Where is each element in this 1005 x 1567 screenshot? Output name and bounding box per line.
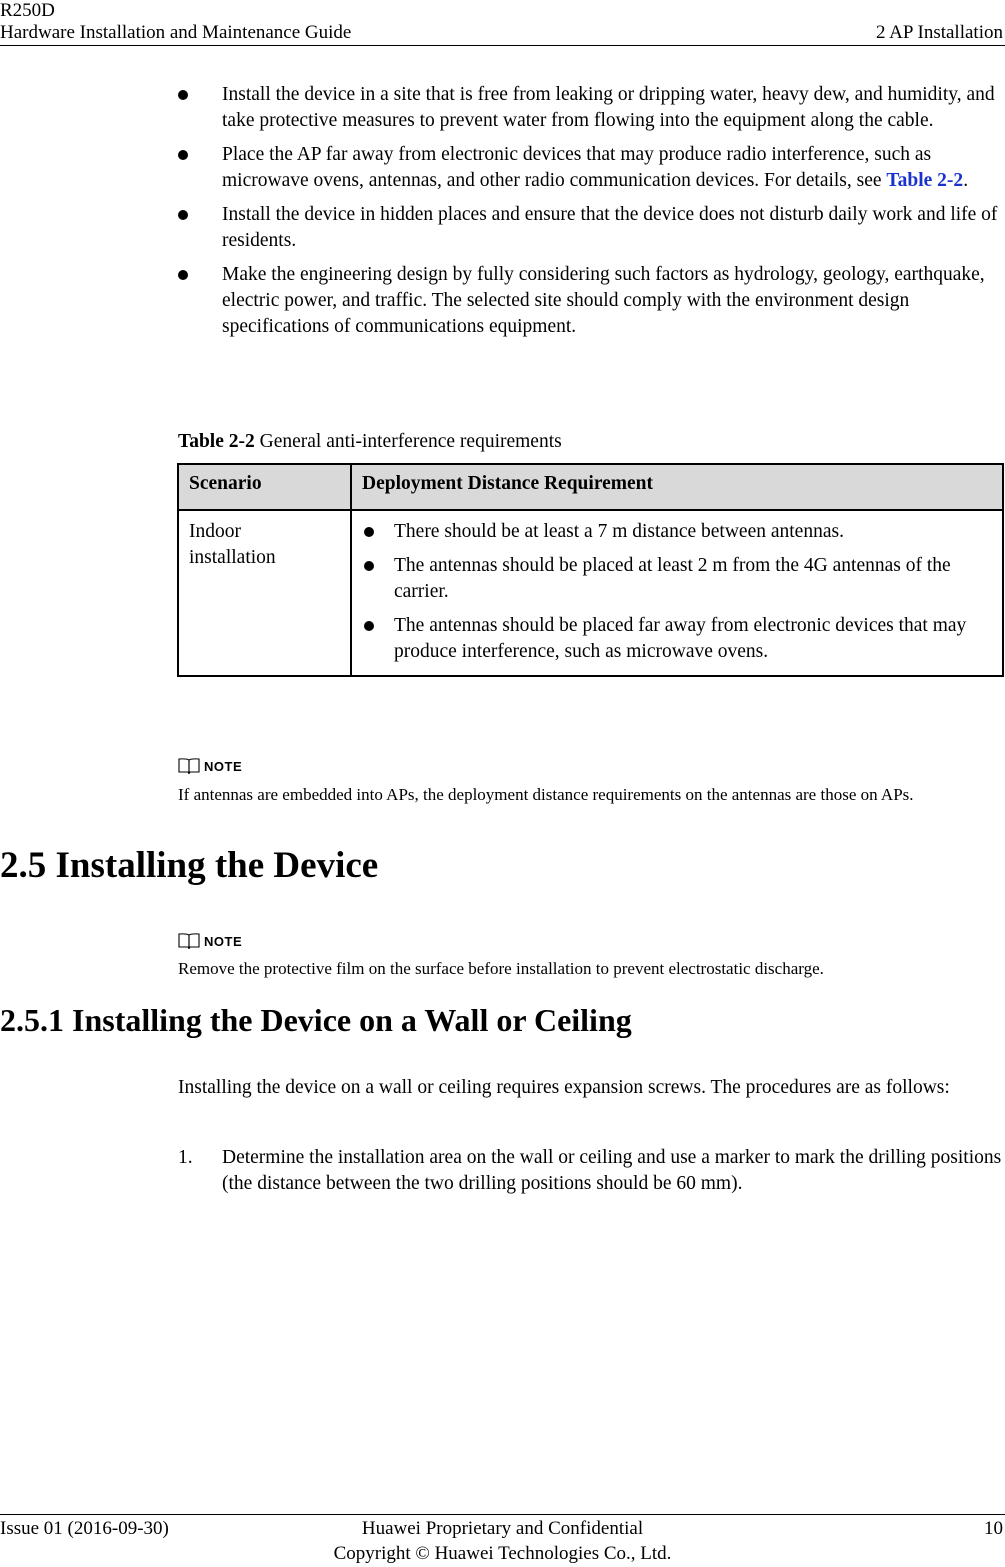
table-caption-text: General anti-interference requirements (259, 431, 562, 452)
list-item (362, 613, 992, 665)
anti-interference-table (177, 463, 1004, 677)
note-label (178, 757, 242, 775)
note-label-text: NOTE (204, 758, 243, 774)
bullet-icon (178, 150, 188, 160)
step-number: 1. (178, 1147, 193, 1168)
list-item (178, 142, 1005, 194)
requirement-text: The antennas should be placed at least 2 m from the 4G antennas of the carrier. (394, 555, 951, 602)
subsection-title: 2.5.1 Installing the Device on a Wall or Ceiling (0, 1002, 632, 1038)
bullet-text: Make the engineering design by fully considering such factors as hydrology, geology, earthquake, electric power, and traffic. The selected site should comply with the environment design specifications of communications equipment. (222, 264, 985, 337)
footer-issue: Issue 01 (2016-09-30) (0, 1518, 169, 1539)
list-item (178, 202, 1005, 254)
bullet-icon (364, 621, 374, 631)
note-text: Remove the protective film on the surface before installation to prevent electrostatic discharge. (178, 959, 824, 978)
note-book-icon (178, 932, 200, 950)
header-chapter: 2 AP Installation (875, 22, 1003, 43)
bullet-text: Install the device in a site that is free from leaking or dripping water, heavy dew, and humidity, and take protective measures to prevent water from flowing into the equipment along the cable. (222, 84, 995, 131)
bullet-icon (178, 210, 188, 220)
bullet-icon (364, 527, 374, 537)
list-item (178, 262, 1005, 340)
table-cell-scenario (178, 510, 351, 676)
list-item (362, 519, 992, 545)
site-requirements-list (178, 82, 1005, 348)
bullet-icon (364, 561, 374, 571)
header-guide-title: Hardware Installation and Maintenance Guide (0, 22, 352, 43)
table-caption (178, 429, 562, 455)
bullet-text: Install the device in hidden places and ensure that the device does not disturb daily work and life of residents. (222, 204, 998, 251)
table-header-row (178, 464, 1003, 510)
subsection-intro: Installing the device on a wall or ceiling requires expansion screws. The procedures are as follows: (178, 1077, 950, 1098)
table-caption-label: Table 2-2 (178, 431, 255, 452)
list-item (178, 82, 1005, 134)
section-title: 2.5 Installing the Device (0, 845, 379, 886)
bullet-icon (178, 90, 188, 100)
bullet-text-end: . (963, 170, 969, 191)
table-cell-requirements (351, 510, 1003, 676)
page-number: 10 (984, 1518, 1003, 1539)
footer-confidentiality: Huawei Proprietary and Confidential (361, 1518, 644, 1539)
footer-copyright: Copyright © Huawei Technologies Co., Ltd. (333, 1543, 672, 1564)
note-text: If antennas are embedded into APs, the deployment distance requirements on the antennas are those on APs. (178, 785, 914, 804)
table-2-2-link[interactable]: Table 2-2 (886, 170, 964, 191)
header-divider (0, 45, 1005, 46)
table-header-requirement: Deployment Distance Requirement (351, 464, 1003, 510)
note-book-icon (178, 757, 200, 775)
scenario-text: Indoor installation (189, 521, 276, 568)
requirement-text: The antennas should be placed far away from electronic devices that may produce interference, such as microwave ovens. (394, 615, 967, 662)
requirement-text: There should be at least a 7 m distance between antennas. (394, 521, 844, 542)
table-row (178, 510, 1003, 676)
step-text: Determine the installation area on the wall or ceiling and use a marker to mark the drilling positions (the distance between the two drilling positions should be 60 mm). (222, 1147, 1002, 1194)
list-item (362, 553, 992, 605)
note-label (178, 932, 242, 950)
bullet-icon (178, 270, 188, 280)
header-product: R250D (0, 0, 55, 21)
bullet-text: Place the AP far away from electronic devices that may produce radio interference, such as microwave ovens, antennas, and other radio communication devices. For details, see (222, 144, 932, 191)
table-header-scenario: Scenario (178, 464, 351, 510)
note-label-text: NOTE (204, 933, 243, 949)
footer-divider (0, 1514, 1005, 1515)
procedure-step (178, 1145, 1005, 1197)
